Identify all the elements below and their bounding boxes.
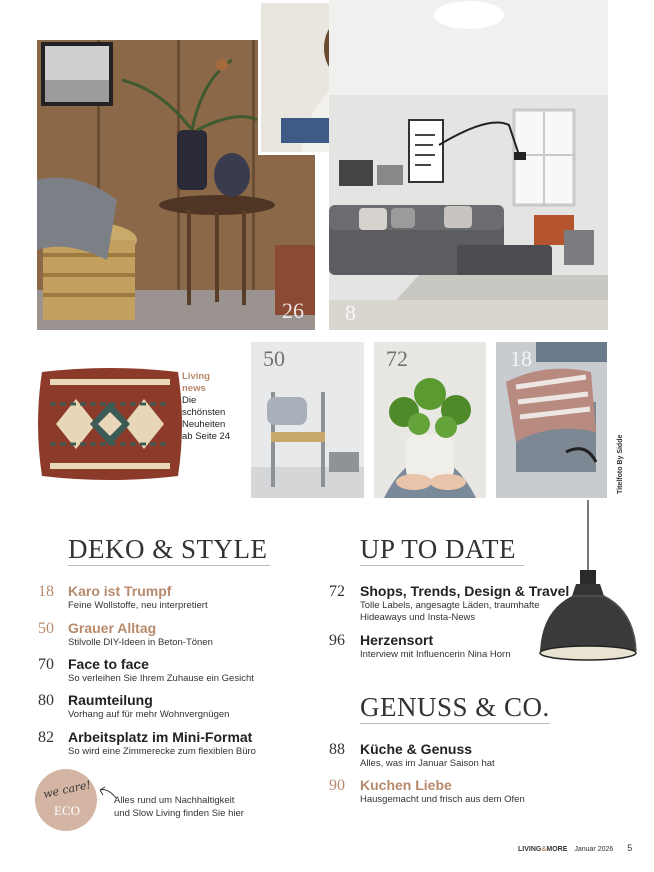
- photo-fabric: [496, 342, 607, 498]
- toc-entry[interactable]: [38, 692, 318, 726]
- toc-page-number: 50: [38, 620, 54, 637]
- toc-page-number: 80: [38, 692, 54, 709]
- section-title-genuss: GENUSS & CO.: [360, 692, 550, 722]
- kilim-cushion-illustration: [36, 364, 184, 484]
- toc-page-number: 96: [329, 632, 345, 649]
- toc-subtitle: Stilvolle DIY-Ideen in Beton-Tönen: [68, 637, 213, 648]
- footer-issue: Januar 2026: [574, 846, 614, 853]
- toc-title: Kuchen Liebe: [360, 777, 452, 793]
- eco-text-line: Alles rund um Nachhaltigkeit: [114, 795, 235, 806]
- photo-chair: [251, 342, 364, 498]
- toc-title: Arbeitsplatz im Mini-Format: [68, 729, 253, 745]
- toc-entry[interactable]: [38, 620, 318, 654]
- photo-page-number: 50: [263, 346, 285, 371]
- toc-title: Raumteilung: [68, 692, 153, 708]
- footer-page-number: 5: [627, 843, 633, 853]
- toc-subtitle: So wird eine Zimmerecke zum flexiblen Büro: [68, 746, 256, 757]
- toc-page-number: 70: [38, 656, 54, 673]
- toc-entry[interactable]: [38, 583, 318, 617]
- toc-title: Shops, Trends, Design & Travel: [360, 583, 570, 599]
- toc-subtitle: So verleihen Sie Ihrem Zuhause ein Gesicht: [68, 673, 254, 684]
- toc-title: Face to face: [68, 656, 149, 672]
- living-news-desc: Die: [182, 395, 197, 406]
- toc-page-number: 90: [329, 777, 345, 794]
- toc-subtitle: Hausgemacht und frisch aus dem Ofen: [360, 794, 525, 805]
- toc-title: Grauer Alltag: [68, 620, 157, 636]
- toc-title: Küche & Genuss: [360, 741, 473, 757]
- toc-subtitle: Feine Wollstoffe, neu interpretiert: [68, 600, 208, 611]
- section-title-update: UP TO DATE: [360, 534, 517, 564]
- section-rule: [68, 565, 270, 566]
- eco-text: [114, 794, 244, 820]
- toc-page-number: 18: [38, 583, 54, 600]
- photo-credit: Titelfoto By Sidde: [617, 434, 624, 494]
- cushion-image: [36, 364, 184, 484]
- toc-subtitle: Interview mit Influencerin Nina Horn: [360, 649, 511, 660]
- toc-entry[interactable]: [38, 729, 318, 763]
- photo-plant: [374, 342, 486, 498]
- eco-badge-label: ECO: [54, 803, 80, 818]
- living-news-heading-2: news: [182, 383, 206, 394]
- photo-page-number: 18: [510, 346, 532, 371]
- toc-entry[interactable]: [329, 632, 569, 666]
- living-room-illustration: [329, 0, 608, 330]
- toc-subtitle: Vorhang auf für mehr Wohnvergnügen: [68, 709, 230, 720]
- footer: [518, 843, 632, 853]
- toc-page-number: 82: [38, 729, 54, 746]
- living-news-desc: ab Seite 24: [182, 431, 231, 442]
- living-news-heading: Living: [182, 371, 210, 382]
- footer-brand: LIVING: [518, 846, 542, 853]
- toc-entry[interactable]: [329, 741, 569, 775]
- photo-page-number: 8: [345, 300, 356, 325]
- toc-subtitle: Tolle Labels, angesagte Läden, traumhafte: [360, 600, 540, 611]
- toc-entry[interactable]: [329, 583, 569, 627]
- toc-page-number: 72: [329, 583, 345, 600]
- living-news-desc: Neuheiten: [182, 419, 226, 430]
- section-rule: [360, 565, 524, 566]
- toc-title: Karo ist Trumpf: [68, 583, 172, 599]
- eco-badge: [35, 769, 97, 831]
- eco-text-line: und Slow Living finden Sie hier: [114, 808, 244, 819]
- toc-entry[interactable]: [329, 777, 569, 811]
- living-news-desc: schönsten: [182, 407, 226, 418]
- photo-page-number: 72: [386, 346, 408, 371]
- toc-page-number: 88: [329, 741, 345, 758]
- toc-title: Herzensort: [360, 632, 434, 648]
- photo-living-room: [329, 0, 608, 330]
- toc-subtitle: Hideaways und Insta-News: [360, 612, 476, 623]
- toc-subtitle: Alles, was im Januar Saison hat: [360, 758, 495, 769]
- toc-entry[interactable]: [38, 656, 318, 690]
- photo-page-number: 26: [282, 298, 304, 323]
- section-title-deko: DEKO & STYLE: [68, 534, 268, 564]
- footer-brand: MORE: [546, 846, 568, 853]
- eco-badge-script: we care!: [42, 778, 92, 801]
- section-rule: [360, 723, 550, 724]
- footer-brand-amp: &: [541, 846, 547, 853]
- living-news-block: [182, 371, 230, 443]
